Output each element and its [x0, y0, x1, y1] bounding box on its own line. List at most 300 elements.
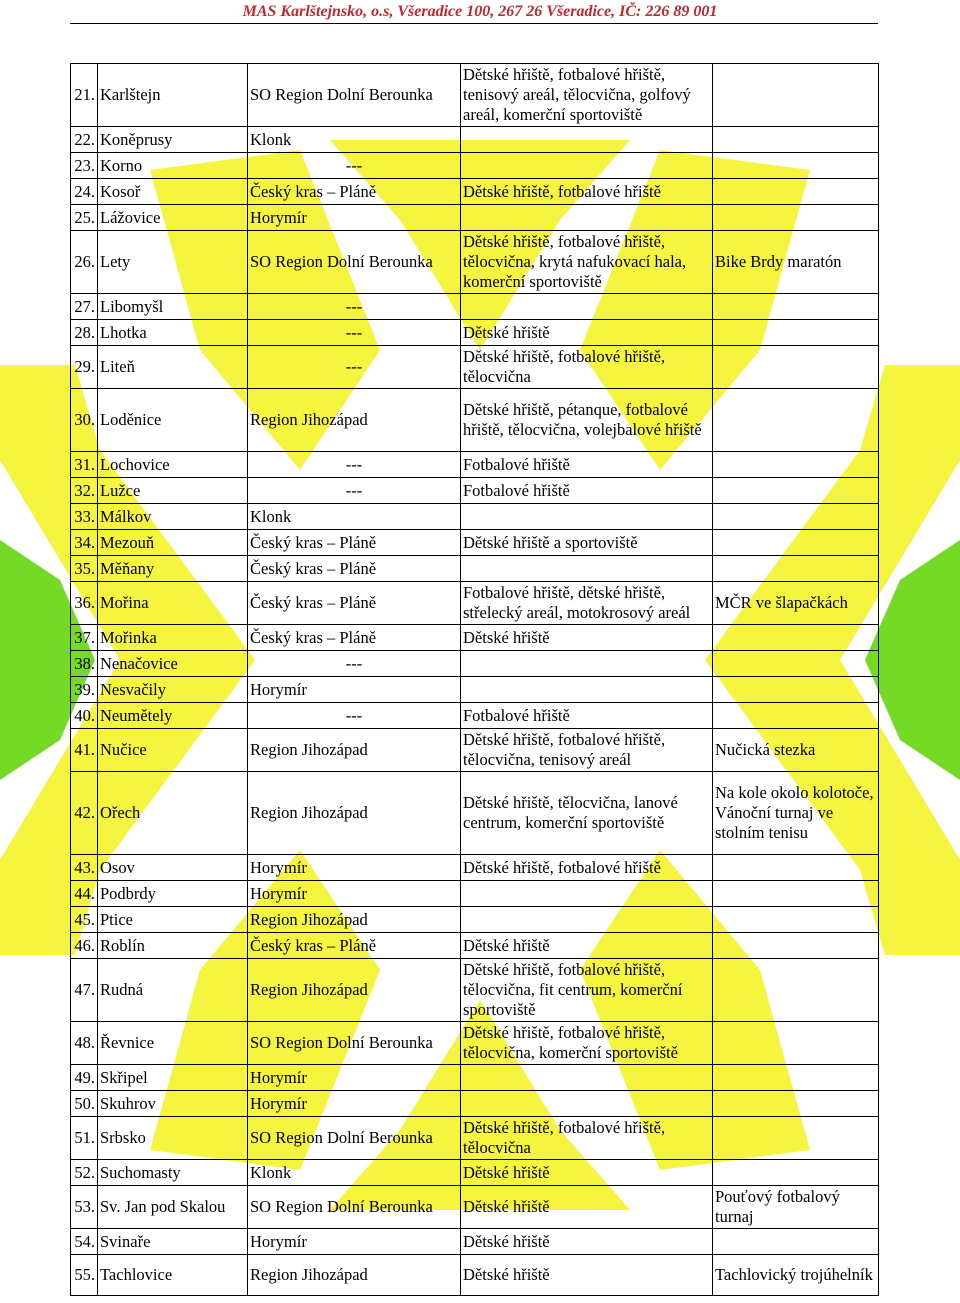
municipality-name-cell: [98, 772, 248, 855]
region-name: SO Region Dolní Berounka: [250, 85, 433, 104]
row-number-cell: [71, 582, 98, 625]
municipality-name-cell: [98, 881, 248, 907]
region-name: Klonk: [250, 506, 292, 526]
facilities: Dětské hřiště: [463, 935, 550, 955]
row-number: 48.: [74, 1033, 95, 1052]
row-number: 42.: [74, 803, 95, 822]
row-number-cell: [71, 389, 98, 452]
events-cell: [713, 294, 879, 320]
table-row: [71, 205, 879, 231]
events-cell: [713, 1091, 879, 1117]
municipality-name: Málkov: [100, 506, 152, 526]
municipality-name: Liteň: [100, 357, 135, 376]
events: Bike Brdy maratón: [715, 252, 842, 271]
facilities-cell: [461, 205, 713, 231]
facilities: Dětské hřiště: [463, 1265, 550, 1284]
municipality-name-cell: [98, 205, 248, 231]
facilities: Dětské hřiště a sportoviště: [463, 532, 638, 552]
region-name: ---: [345, 705, 363, 725]
region-name: Horymír: [250, 1067, 307, 1087]
region-name: Horymír: [250, 1093, 307, 1113]
municipality-name: Koněprusy: [100, 129, 173, 149]
municipality-name: Měňany: [100, 558, 155, 578]
region-name: Český kras – Pláně: [250, 593, 377, 612]
municipality-name: Skuhrov: [100, 1093, 156, 1113]
municipality-name: Nesvačily: [100, 679, 166, 699]
row-number-cell: [71, 959, 98, 1022]
region-name-cell: [248, 64, 461, 127]
municipality-name: Loděnice: [100, 410, 162, 429]
municipality-name: Nučice: [100, 740, 147, 759]
table-row: [71, 625, 879, 651]
table-row: [71, 933, 879, 959]
municipality-name-cell: [98, 582, 248, 625]
events-cell: [713, 729, 879, 772]
events-cell: [713, 677, 879, 703]
municipality-name: Mořinka: [100, 627, 157, 647]
row-number-cell: [71, 153, 98, 179]
table-row: [71, 389, 879, 452]
row-number-cell: [71, 677, 98, 703]
region-name: Klonk: [250, 1162, 292, 1182]
facilities-cell: [461, 729, 713, 772]
region-name-cell: [248, 1065, 461, 1091]
municipality-name-cell: [98, 452, 248, 478]
municipality-name: Suchomasty: [100, 1162, 181, 1182]
row-number: 52.: [74, 1162, 95, 1182]
table-row: [71, 1186, 879, 1229]
row-number-cell: [71, 1255, 98, 1296]
facilities: Dětské hřiště, fotbalové hřiště, tělocvična, fit centrum, komerční sportoviště: [463, 960, 683, 1019]
table-row: [71, 729, 879, 772]
facilities-cell: [461, 452, 713, 478]
municipality-name: Rudná: [100, 980, 144, 999]
region-name-cell: [248, 556, 461, 582]
region-name: Region Jihozápad: [250, 1265, 368, 1284]
region-name: Český kras – Pláně: [250, 532, 377, 552]
events-cell: [713, 346, 879, 389]
row-number: 46.: [74, 935, 95, 955]
table-row: [71, 1065, 879, 1091]
row-number: 38.: [74, 653, 95, 673]
row-number: 27.: [74, 296, 95, 316]
municipality-name: Karlštejn: [100, 85, 161, 104]
region-name-cell: [248, 729, 461, 772]
region-name: Region Jihozápad: [250, 803, 368, 822]
municipality-name-cell: [98, 855, 248, 881]
row-number: 21.: [74, 85, 95, 104]
row-number-cell: [71, 907, 98, 933]
facilities-cell: [461, 881, 713, 907]
facilities: Dětské hřiště: [463, 1162, 550, 1182]
region-name-cell: [248, 127, 461, 153]
table-row: [71, 504, 879, 530]
municipality-name-cell: [98, 729, 248, 772]
municipality-name: Kosoř: [100, 181, 141, 201]
municipality-name: Sv. Jan pod Skalou: [100, 1197, 226, 1216]
municipality-name: Nenačovice: [100, 653, 178, 673]
municipality-name: Svinaře: [100, 1231, 151, 1251]
table-row: [71, 1255, 879, 1296]
region-name-cell: [248, 677, 461, 703]
row-number-cell: [71, 855, 98, 881]
events-cell: [713, 64, 879, 127]
municipality-name-cell: [98, 933, 248, 959]
table-row: [71, 231, 879, 294]
region-name-cell: [248, 933, 461, 959]
facilities-cell: [461, 320, 713, 346]
municipality-name-cell: [98, 677, 248, 703]
events-cell: [713, 651, 879, 677]
events-cell: [713, 703, 879, 729]
events-cell: [713, 1255, 879, 1296]
facilities-cell: [461, 1022, 713, 1065]
row-number-cell: [71, 933, 98, 959]
row-number: 36.: [74, 593, 95, 612]
region-name-cell: [248, 179, 461, 205]
region-name: Horymír: [250, 679, 307, 699]
municipality-name-cell: [98, 907, 248, 933]
events: Nučická stezka: [715, 740, 816, 759]
facilities-cell: [461, 1117, 713, 1160]
region-name-cell: [248, 703, 461, 729]
municipality-name-cell: [98, 1065, 248, 1091]
table-row: [71, 153, 879, 179]
facilities-cell: [461, 907, 713, 933]
row-number: 55.: [74, 1265, 95, 1284]
facilities-cell: [461, 294, 713, 320]
row-number: 30.: [74, 410, 95, 429]
region-name: SO Region Dolní Berounka: [250, 1033, 433, 1052]
municipality-name: Mezouň: [100, 532, 155, 552]
facilities: Dětské hřiště, tělocvična, lanové centrum, komerční sportoviště: [463, 793, 678, 832]
events-cell: [713, 179, 879, 205]
municipality-name-cell: [98, 64, 248, 127]
row-number: 37.: [74, 627, 95, 647]
facilities: Fotbalové hřiště: [463, 705, 570, 725]
events-cell: [713, 452, 879, 478]
municipality-name: Lážovice: [100, 207, 161, 227]
table-row: [71, 530, 879, 556]
table-row: [71, 1022, 879, 1065]
table-row: [71, 855, 879, 881]
events-cell: [713, 1229, 879, 1255]
events-cell: [713, 153, 879, 179]
region-name: Horymír: [250, 857, 307, 877]
row-number: 44.: [74, 883, 95, 903]
region-name-cell: [248, 320, 461, 346]
region-name: ---: [345, 155, 363, 175]
row-number: 28.: [74, 322, 95, 342]
municipality-name-cell: [98, 1229, 248, 1255]
region-name-cell: [248, 1160, 461, 1186]
region-name-cell: [248, 153, 461, 179]
table-row: [71, 127, 879, 153]
region-name-cell: [248, 504, 461, 530]
region-name-cell: [248, 651, 461, 677]
row-number-cell: [71, 881, 98, 907]
municipality-name-cell: [98, 127, 248, 153]
municipality-name-cell: [98, 1022, 248, 1065]
events-cell: [713, 504, 879, 530]
table-row: [71, 772, 879, 855]
row-number-cell: [71, 772, 98, 855]
municipality-name: Mořina: [100, 593, 149, 612]
row-number: 50.: [74, 1093, 95, 1113]
events-cell: [713, 556, 879, 582]
events-cell: [713, 320, 879, 346]
events-cell: [713, 625, 879, 651]
region-name-cell: [248, 205, 461, 231]
table-row: [71, 703, 879, 729]
facilities-cell: [461, 231, 713, 294]
region-name-cell: [248, 772, 461, 855]
facilities-cell: [461, 127, 713, 153]
events: Pouťový fotbalový turnaj: [715, 1187, 840, 1226]
facilities-cell: [461, 1186, 713, 1229]
region-name: Region Jihozápad: [250, 740, 368, 759]
table-row: [71, 346, 879, 389]
region-name-cell: [248, 855, 461, 881]
row-number: 24.: [74, 181, 95, 201]
header-text: MAS Karlštejnsko, o.s, Všeradice 100, 267 26 Všeradice, IČ: 226 89 001: [242, 3, 718, 20]
facilities-cell: [461, 625, 713, 651]
row-number-cell: [71, 205, 98, 231]
row-number-cell: [71, 64, 98, 127]
municipality-name-cell: [98, 625, 248, 651]
facilities: Dětské hřiště, fotbalové hřiště, tenisový areál, tělocvična, golfový areál, komerční sportoviště: [463, 65, 691, 124]
events-cell: [713, 1022, 879, 1065]
region-name-cell: [248, 881, 461, 907]
events-cell: [713, 389, 879, 452]
municipality-name-cell: [98, 959, 248, 1022]
row-number-cell: [71, 530, 98, 556]
row-number-cell: [71, 703, 98, 729]
facilities-cell: [461, 179, 713, 205]
facilities: Dětské hřiště: [463, 1197, 550, 1216]
facilities-cell: [461, 1065, 713, 1091]
row-number-cell: [71, 504, 98, 530]
events-cell: [713, 582, 879, 625]
table-row: [71, 582, 879, 625]
row-number: 49.: [74, 1067, 95, 1087]
facilities-cell: [461, 1091, 713, 1117]
facilities-cell: [461, 651, 713, 677]
region-name-cell: [248, 907, 461, 933]
table-row: [71, 179, 879, 205]
region-name-cell: [248, 1229, 461, 1255]
table-row: [71, 651, 879, 677]
municipality-name-cell: [98, 1186, 248, 1229]
municipality-name-cell: [98, 294, 248, 320]
row-number-cell: [71, 346, 98, 389]
region-name: Český kras – Pláně: [250, 558, 377, 578]
municipality-name-cell: [98, 231, 248, 294]
row-number-cell: [71, 127, 98, 153]
municipality-name-cell: [98, 1255, 248, 1296]
events-cell: [713, 907, 879, 933]
row-number-cell: [71, 1186, 98, 1229]
region-name: ---: [345, 454, 363, 474]
facilities: Dětské hřiště, fotbalové hřiště, tělocvična: [463, 347, 666, 386]
region-name-cell: [248, 346, 461, 389]
facilities-cell: [461, 478, 713, 504]
row-number: 23.: [74, 155, 95, 175]
facilities: Dětské hřiště, fotbalové hřiště: [463, 857, 661, 877]
region-name: Český kras – Pláně: [250, 627, 377, 647]
municipality-table: [70, 63, 879, 1296]
table-row: [71, 452, 879, 478]
municipality-name: Korno: [100, 155, 143, 175]
region-name-cell: [248, 294, 461, 320]
events-cell: [713, 1186, 879, 1229]
events-cell: [713, 959, 879, 1022]
municipality-name: Roblín: [100, 935, 145, 955]
events-cell: [713, 1065, 879, 1091]
facilities-cell: [461, 64, 713, 127]
row-number: 29.: [74, 357, 95, 376]
region-name-cell: [248, 625, 461, 651]
row-number-cell: [71, 478, 98, 504]
facilities-cell: [461, 1255, 713, 1296]
municipality-name-cell: [98, 556, 248, 582]
region-name: ---: [345, 296, 363, 316]
row-number: 51.: [74, 1128, 95, 1147]
events: MČR ve šlapačkách: [715, 593, 848, 612]
table-row: [71, 478, 879, 504]
row-number-cell: [71, 179, 98, 205]
municipality-name: Tachlovice: [100, 1265, 173, 1284]
row-number: 41.: [74, 740, 95, 759]
row-number-cell: [71, 1117, 98, 1160]
region-name-cell: [248, 478, 461, 504]
region-name-cell: [248, 389, 461, 452]
row-number: 34.: [74, 532, 95, 552]
municipality-name: Ptice: [100, 909, 133, 929]
region-name: Horymír: [250, 883, 307, 903]
row-number-cell: [71, 625, 98, 651]
municipality-name: Skřipel: [100, 1067, 148, 1087]
region-name-cell: [248, 959, 461, 1022]
facilities-cell: [461, 556, 713, 582]
region-name: ---: [345, 357, 363, 376]
region-name-cell: [248, 452, 461, 478]
facilities: Fotbalové hřiště: [463, 480, 570, 500]
facilities-cell: [461, 530, 713, 556]
row-number-cell: [71, 452, 98, 478]
region-name: SO Region Dolní Berounka: [250, 1128, 433, 1147]
table-row: [71, 1229, 879, 1255]
row-number: 22.: [74, 129, 95, 149]
municipality-name-cell: [98, 179, 248, 205]
row-number: 33.: [74, 506, 95, 526]
region-name: Region Jihozápad: [250, 410, 368, 429]
region-name-cell: [248, 231, 461, 294]
region-name: SO Region Dolní Berounka: [250, 252, 433, 271]
municipality-name-cell: [98, 389, 248, 452]
table-row: [71, 907, 879, 933]
municipality-name-cell: [98, 153, 248, 179]
facilities-cell: [461, 346, 713, 389]
row-number-cell: [71, 231, 98, 294]
events-cell: [713, 1117, 879, 1160]
region-name: ---: [345, 480, 363, 500]
region-name-cell: [248, 1022, 461, 1065]
facilities: Dětské hřiště, fotbalové hřiště: [463, 181, 661, 201]
municipality-name-cell: [98, 1091, 248, 1117]
table-row: [71, 677, 879, 703]
row-number: 53.: [74, 1197, 95, 1216]
region-name: Region Jihozápad: [250, 980, 368, 999]
municipality-name: Ořech: [100, 803, 141, 822]
region-name: Horymír: [250, 1231, 307, 1251]
table-row: [71, 1091, 879, 1117]
facilities-cell: [461, 703, 713, 729]
row-number: 35.: [74, 558, 95, 578]
events-cell: [713, 881, 879, 907]
facilities-cell: [461, 772, 713, 855]
region-name-cell: [248, 1186, 461, 1229]
row-number-cell: [71, 294, 98, 320]
events: Na kole okolo kolotoče, Vánoční turnaj ve stolním tenisu: [715, 783, 874, 842]
row-number: 47.: [74, 980, 95, 999]
row-number-cell: [71, 1091, 98, 1117]
facilities-cell: [461, 855, 713, 881]
facilities: Dětské hřiště: [463, 322, 550, 342]
events-cell: [713, 1160, 879, 1186]
row-number: 54.: [74, 1231, 95, 1251]
events: Tachlovický trojúhelník: [715, 1265, 873, 1284]
region-name: Horymír: [250, 207, 307, 227]
municipality-name-cell: [98, 478, 248, 504]
municipality-name: Lety: [100, 252, 131, 271]
row-number-cell: [71, 1065, 98, 1091]
region-name: ---: [345, 653, 363, 673]
events-cell: [713, 231, 879, 294]
facilities: Fotbalové hřiště: [463, 454, 570, 474]
facilities: Dětské hřiště, fotbalové hřiště, tělocvična, krytá nafukovací hala, komerční sportoviště: [463, 232, 687, 291]
row-number: 32.: [74, 480, 95, 500]
row-number: 43.: [74, 857, 95, 877]
municipality-name: Lhotka: [100, 322, 147, 342]
row-number-cell: [71, 1229, 98, 1255]
facilities-cell: [461, 582, 713, 625]
events-cell: [713, 772, 879, 855]
facilities-cell: [461, 677, 713, 703]
facilities: Dětské hřiště: [463, 1231, 550, 1251]
row-number: 31.: [74, 454, 95, 474]
facilities: Dětské hřiště, pétanque, fotbalové hřiště, tělocvična, volejbalové hřiště: [463, 400, 702, 439]
municipality-name: Neumětely: [100, 705, 173, 725]
municipality-name-cell: [98, 320, 248, 346]
region-name: Klonk: [250, 129, 292, 149]
region-name-cell: [248, 582, 461, 625]
facilities: Dětské hřiště: [463, 627, 550, 647]
facilities: Dětské hřiště, fotbalové hřiště, tělocvična: [463, 1118, 666, 1157]
region-name-cell: [248, 1255, 461, 1296]
region-name: Český kras – Pláně: [250, 935, 377, 955]
municipality-name: Lužce: [100, 480, 141, 500]
row-number: 26.: [74, 252, 95, 271]
row-number-cell: [71, 556, 98, 582]
table-row: [71, 959, 879, 1022]
municipality-name-cell: [98, 651, 248, 677]
table-row: [71, 320, 879, 346]
row-number: 40.: [74, 705, 95, 725]
facilities: Dětské hřiště, fotbalové hřiště, tělocvična, tenisový areál: [463, 730, 666, 769]
row-number-cell: [71, 1022, 98, 1065]
row-number-cell: [71, 729, 98, 772]
